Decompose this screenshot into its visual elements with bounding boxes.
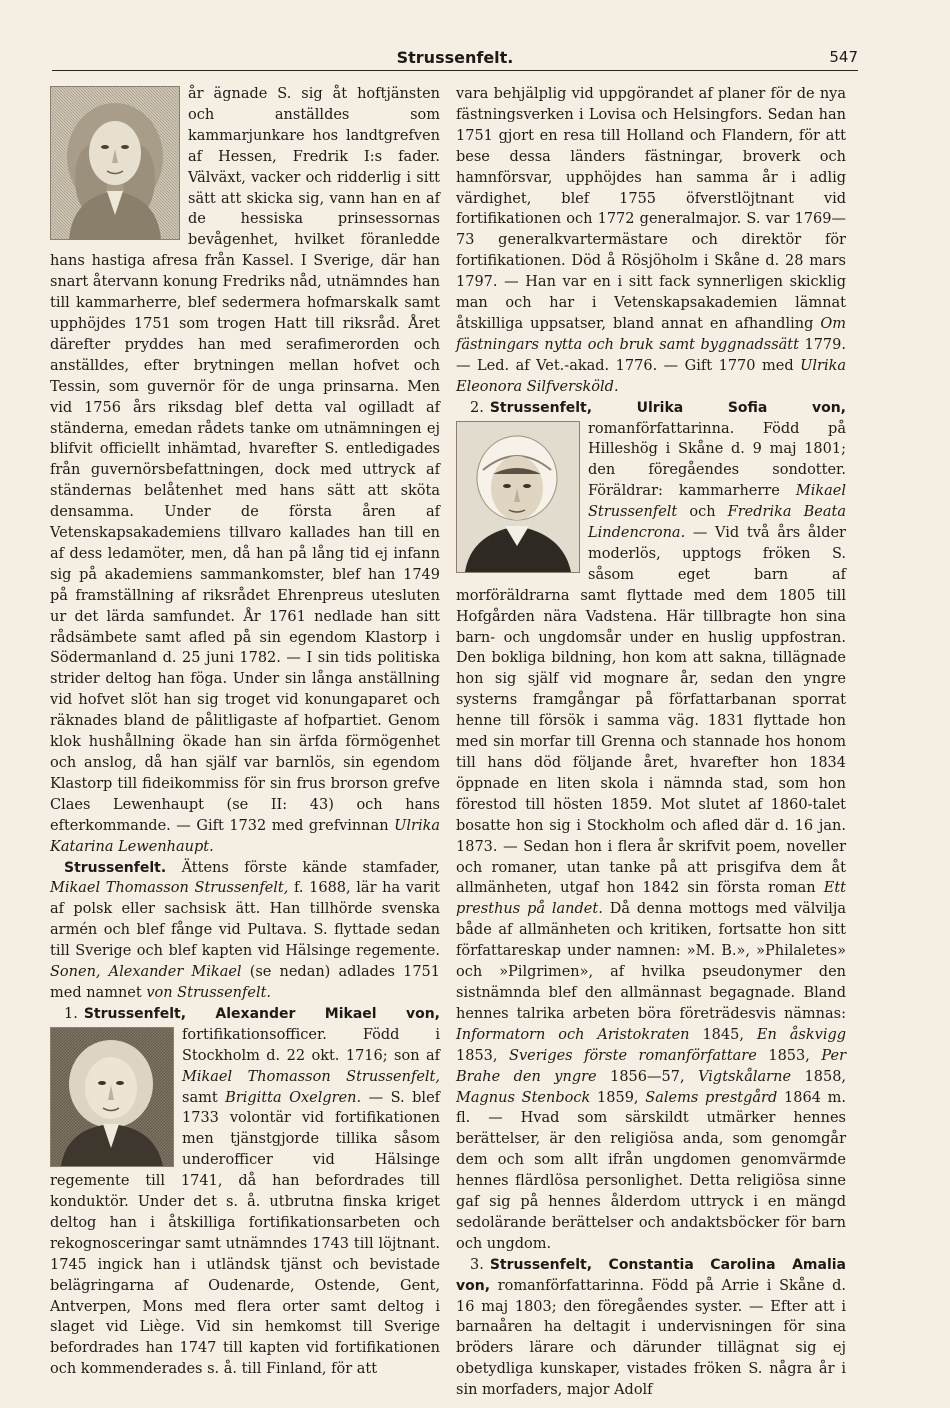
entry-2-work-6: Vigtskålarne: [698, 1068, 792, 1085]
portrait-engraving-man-wig: [50, 86, 180, 240]
running-title: Strussenfelt.: [396, 48, 514, 67]
family-text-2: f. 1688, lär ha varit af polsk eller sachsisk ätt. Han tillhörde svenska armén och blef fånge vid Pultava. S. flyttade sedan till Sverige och blef kapten vid Hälsinge regemente.: [50, 880, 441, 960]
family-name: Strussenfelt.: [64, 859, 167, 876]
entry-2-text-1: romanförfattarinna. Född på Hilleshög i Skåne d. 9 maj 1801; den föregåendes sondotter. Föräldrar: kammarherre: [588, 420, 846, 500]
page-number: 547: [829, 48, 858, 66]
intro-text: år ägnade S. sig åt hoftjänsten och anställdes som kammarjunkare hos landtgrefven af Hessen, Fredrik I:s fader. Välväxt, vacker och ridderlig i sitt sätt att skicka sig, vann han en af de hessiska prinsessornas bevågenhet, hvilket föranledde hans hastiga afresa från Kassel. I Sverige, där han snart återvann konung Fredriks nåd, utnämndes han till kammarherre, blef sedermera hofmarskalk samt upphöjdes 1751 som trogen Hatt till riksråd. Året därefter pryddes han med serafimerorden och anställdes, efter brytningen mellan hofvet och Tessin, som guvernör för de unga prinsarna. Men vid 1756 års riksdag blef detta val ogilladt af ständerna, emedan rådets tanke om utnämningen ej blifvit officiellt inhämtad, hvarefter S. entledigades från guvernörsbefattningen, dock med uttryck af ständernas belåtenhet med hans sätt att sköta densamma. Under de första åren af Vetenskapsakademiens tillvaro kallades han till en af dess ledamöter, men, då han på lång tid ej infann sig på akademiens sammankomster, blef han 1749 på framställning af riksrådet Ehrenpreus utesluten ur det lärda samfundet. År 1761 nedlade han sitt rådsämbete samt afled på sin egendom Klastorp i Södermanland d. 25 juni 1782. — I sin tids politiska strider deltog han föga. Under sin långa anställning vid hofvet slöt han sig troget vid konungaparet och räknades bland de pålitligaste af hofpartiet. Genom klok hushållning ökade han sin ärfda förmögenhet och anslog, då han själf var barnlös, sin egendom Klastorp till fideikommiss för sin frus brorson grefve Claes Lewenhaupt (se II: 43) och hans efterkommande. — Gift 1732 med grefvinnan: [50, 86, 440, 834]
entry-2-text-10: 1859,: [597, 1089, 639, 1106]
entry-2-work-8: Salems prestgård: [645, 1089, 778, 1106]
entry-3-name: Strussenfelt, Constantia Carolina Amalia von,: [456, 1256, 846, 1294]
right-column: [456, 84, 846, 1401]
paragraph-family: [50, 858, 440, 1004]
entry-1-father: Mikael Thomasson Strussenfelt,: [182, 1068, 440, 1085]
entry-2-work-2: Informatorn och Aristokraten: [456, 1026, 690, 1043]
family-new-name: von Strussenfelt.: [146, 984, 272, 1001]
entry-2-text-11: 1864 m. fl. — Hvad som särskildt utmärker hennes berättelser, är den religiösa anda, som genomgår dem och som allt ifrån ungdomen genomvärmde hennes flärdlösa personlighet. Detta religiösa sinne gaf sig på hennes ålderdom uttryck i en mängd sedolärande berättelser och andaktsböcker för barn och ungdom.: [456, 1089, 847, 1252]
entry-2-text-4: Då denna mottogs med välvilja både af allmänheten och kritiken, fortsatte hon sitt författareskap under namnen: »M. B.», »Philaletes» och »Pilgrimen», af hvilka pseudonymer den sistnämnda blef den allmännast begagnade. Bland hennes talrika arbeten böra företrädesvis nämnas:: [456, 901, 846, 1022]
family-son: Sonen, Alexander Mikael: [50, 964, 242, 981]
entry-2-father: Mikael Strussenfelt: [588, 483, 846, 521]
cont-work: Om fästningars nytta och bruk samt byggnadssätt: [456, 315, 846, 353]
cont-text-1: vara behjälplig vid uppgörandet af planer för de nya fästningsverken i Lovisa och Helsingfors. Sedan han 1751 gjort en resa till Holland och Flandern, för att bese dessa länders fästningar, broverk och hamnförsvar, upphöjdes han samma år i adlig värdighet, blef 1755 öfverstlöjtnant vid fortifikationen och 1772 generalmajor. S. var 1769—73 generalkvartermästare och direktör för fortifikationen. Död å Rösjöholm i Skåne d. 28 mars 1797. — Han var en i sitt fack synnerligen skicklig man och har i Vetenskapsakademien lämnat åtskilliga uppsatser, bland annat en afhandling: [456, 86, 846, 332]
paragraph-entry-1: [50, 1004, 440, 1380]
paragraph-entry-3: [456, 1255, 846, 1401]
family-text-1: Ättens förste kände stamfader,: [181, 859, 440, 876]
paragraph-entry-1-continued: [456, 84, 846, 398]
family-founder: Mikael Thomasson Strussenfelt,: [50, 880, 289, 897]
family-text-3: (se nedan) adlades 1751 med namnet: [50, 964, 440, 1001]
entry-2-number: 2.: [470, 399, 484, 416]
entry-1-text-3: — S. blef 1733 volontär vid fortifikationen men tjänstgjorde tillika såsom underofficer vid Hälsinge regemente till 1741, då han befordrades till konduktör. Under det s. å. utbrutna finska kriget deltog han i åtskilliga fortifikationsarbeten och rekognosceringar samt utnämndes 1743 till löjtnant. 1745 ingick han i utländsk tjänst och bevistade belägringarna af Oudenarde, Ostende, Gent, Antverpen, Mons med flera orter samt deltog i slaget vid Liège. Vid sin hemkomst till Sverige befordrades han 1747 till kapten vid fortifikationen och kommenderades s. å. till Finland, för att: [50, 1089, 441, 1378]
entry-2-work-4: Sveriges förste romanförfattare: [509, 1047, 757, 1064]
entry-2-work-3: En åskvigg: [756, 1026, 847, 1043]
entry-1-text-2: samt: [182, 1089, 218, 1106]
entry-1-text-1: fortifikationsofficer. Född i Stockholm d. 22 okt. 1716; son af: [182, 1026, 440, 1064]
entry-2-text-2: och: [689, 504, 716, 521]
entry-2-work-5: Per Brahe den yngre: [456, 1047, 847, 1085]
entry-3-number: 3.: [470, 1256, 484, 1273]
intro-wife: Ulrika Katarina Lewenhaupt.: [50, 817, 441, 855]
cont-wife: Ulrika Eleonora Silfversköld.: [456, 357, 847, 395]
cont-text-2: 1779. — Led. af Vet.-akad. 1776. — Gift 1770 med: [456, 336, 846, 374]
entry-2-work-1: Ett presthus på landet.: [456, 880, 846, 918]
entry-2-text-7: 1853,: [768, 1047, 810, 1064]
entry-2-mother: Fredrika Beata Lindencrona.: [588, 504, 846, 542]
entry-2-text-3: — Vid två års ålder moderlös, upptogs fröken S. såsom eget barn af morföräldrarna samt flyttade med dem 1805 till Hofgården nära Vadstena. Här tillbragte hon sina barn- och ungdomsår under en huslig uppfostran. Den bokliga bildning, hon kom att sakna, tillägnade hon sig själf vid mognare år, sedan den yngre systerns framgångar på författarbanan sporrat henne till försök i samma väg. 1831 flyttade hon med sin morfar till Grenna och stannade hos honom till hans död följande året, hvarefter hon 1834 öppnade en liten skola i nämnda stad, som hon förestod till hösten 1859. Mot slutet af 1860-talet bosatte hon sig i Stockholm och afled där d. 16 jan. 1873. — Sedan hon i flera år skrifvit poem, noveller och romaner, utan tanke på att prisgifva dem åt allmänheten, utgaf hon 1842 sin första roman: [456, 525, 846, 897]
entry-2-text-5: 1845,: [702, 1026, 744, 1043]
entry-2-work-7: Magnus Stenbock: [456, 1089, 591, 1106]
entry-2-text-8: 1856—57,: [610, 1068, 685, 1085]
left-column: [50, 84, 440, 1380]
paragraph-entry-2: [456, 398, 846, 1255]
running-header: [52, 48, 858, 71]
portrait-photo-woman-cap: [456, 421, 580, 573]
portrait-engraving-man-powdered-wig: [50, 1027, 174, 1167]
entry-1-number: 1.: [64, 1005, 78, 1022]
entry-1-name: Strussenfelt, Alexander Mikael von,: [83, 1005, 440, 1022]
entry-3-text: romanförfattarinna. Född på Arrie i Skåne d. 16 maj 1803; den föregåendes syster. — Efter att i barnaåren ha deltagit i undervisningen för sina bröders lärare och därunder tillägnat sig ej obetydliga kunskaper, vistades fröken S. några år i sin morfaders, major Adolf: [456, 1277, 846, 1399]
paragraph-intro: [50, 84, 440, 858]
entry-1-mother: Brigitta Oxelgren.: [225, 1089, 362, 1106]
entry-2-name: Strussenfelt, Ulrika Sofia von,: [489, 399, 846, 416]
entry-2-text-9: 1858,: [804, 1068, 847, 1085]
entry-2-text-6: 1853,: [456, 1047, 498, 1064]
